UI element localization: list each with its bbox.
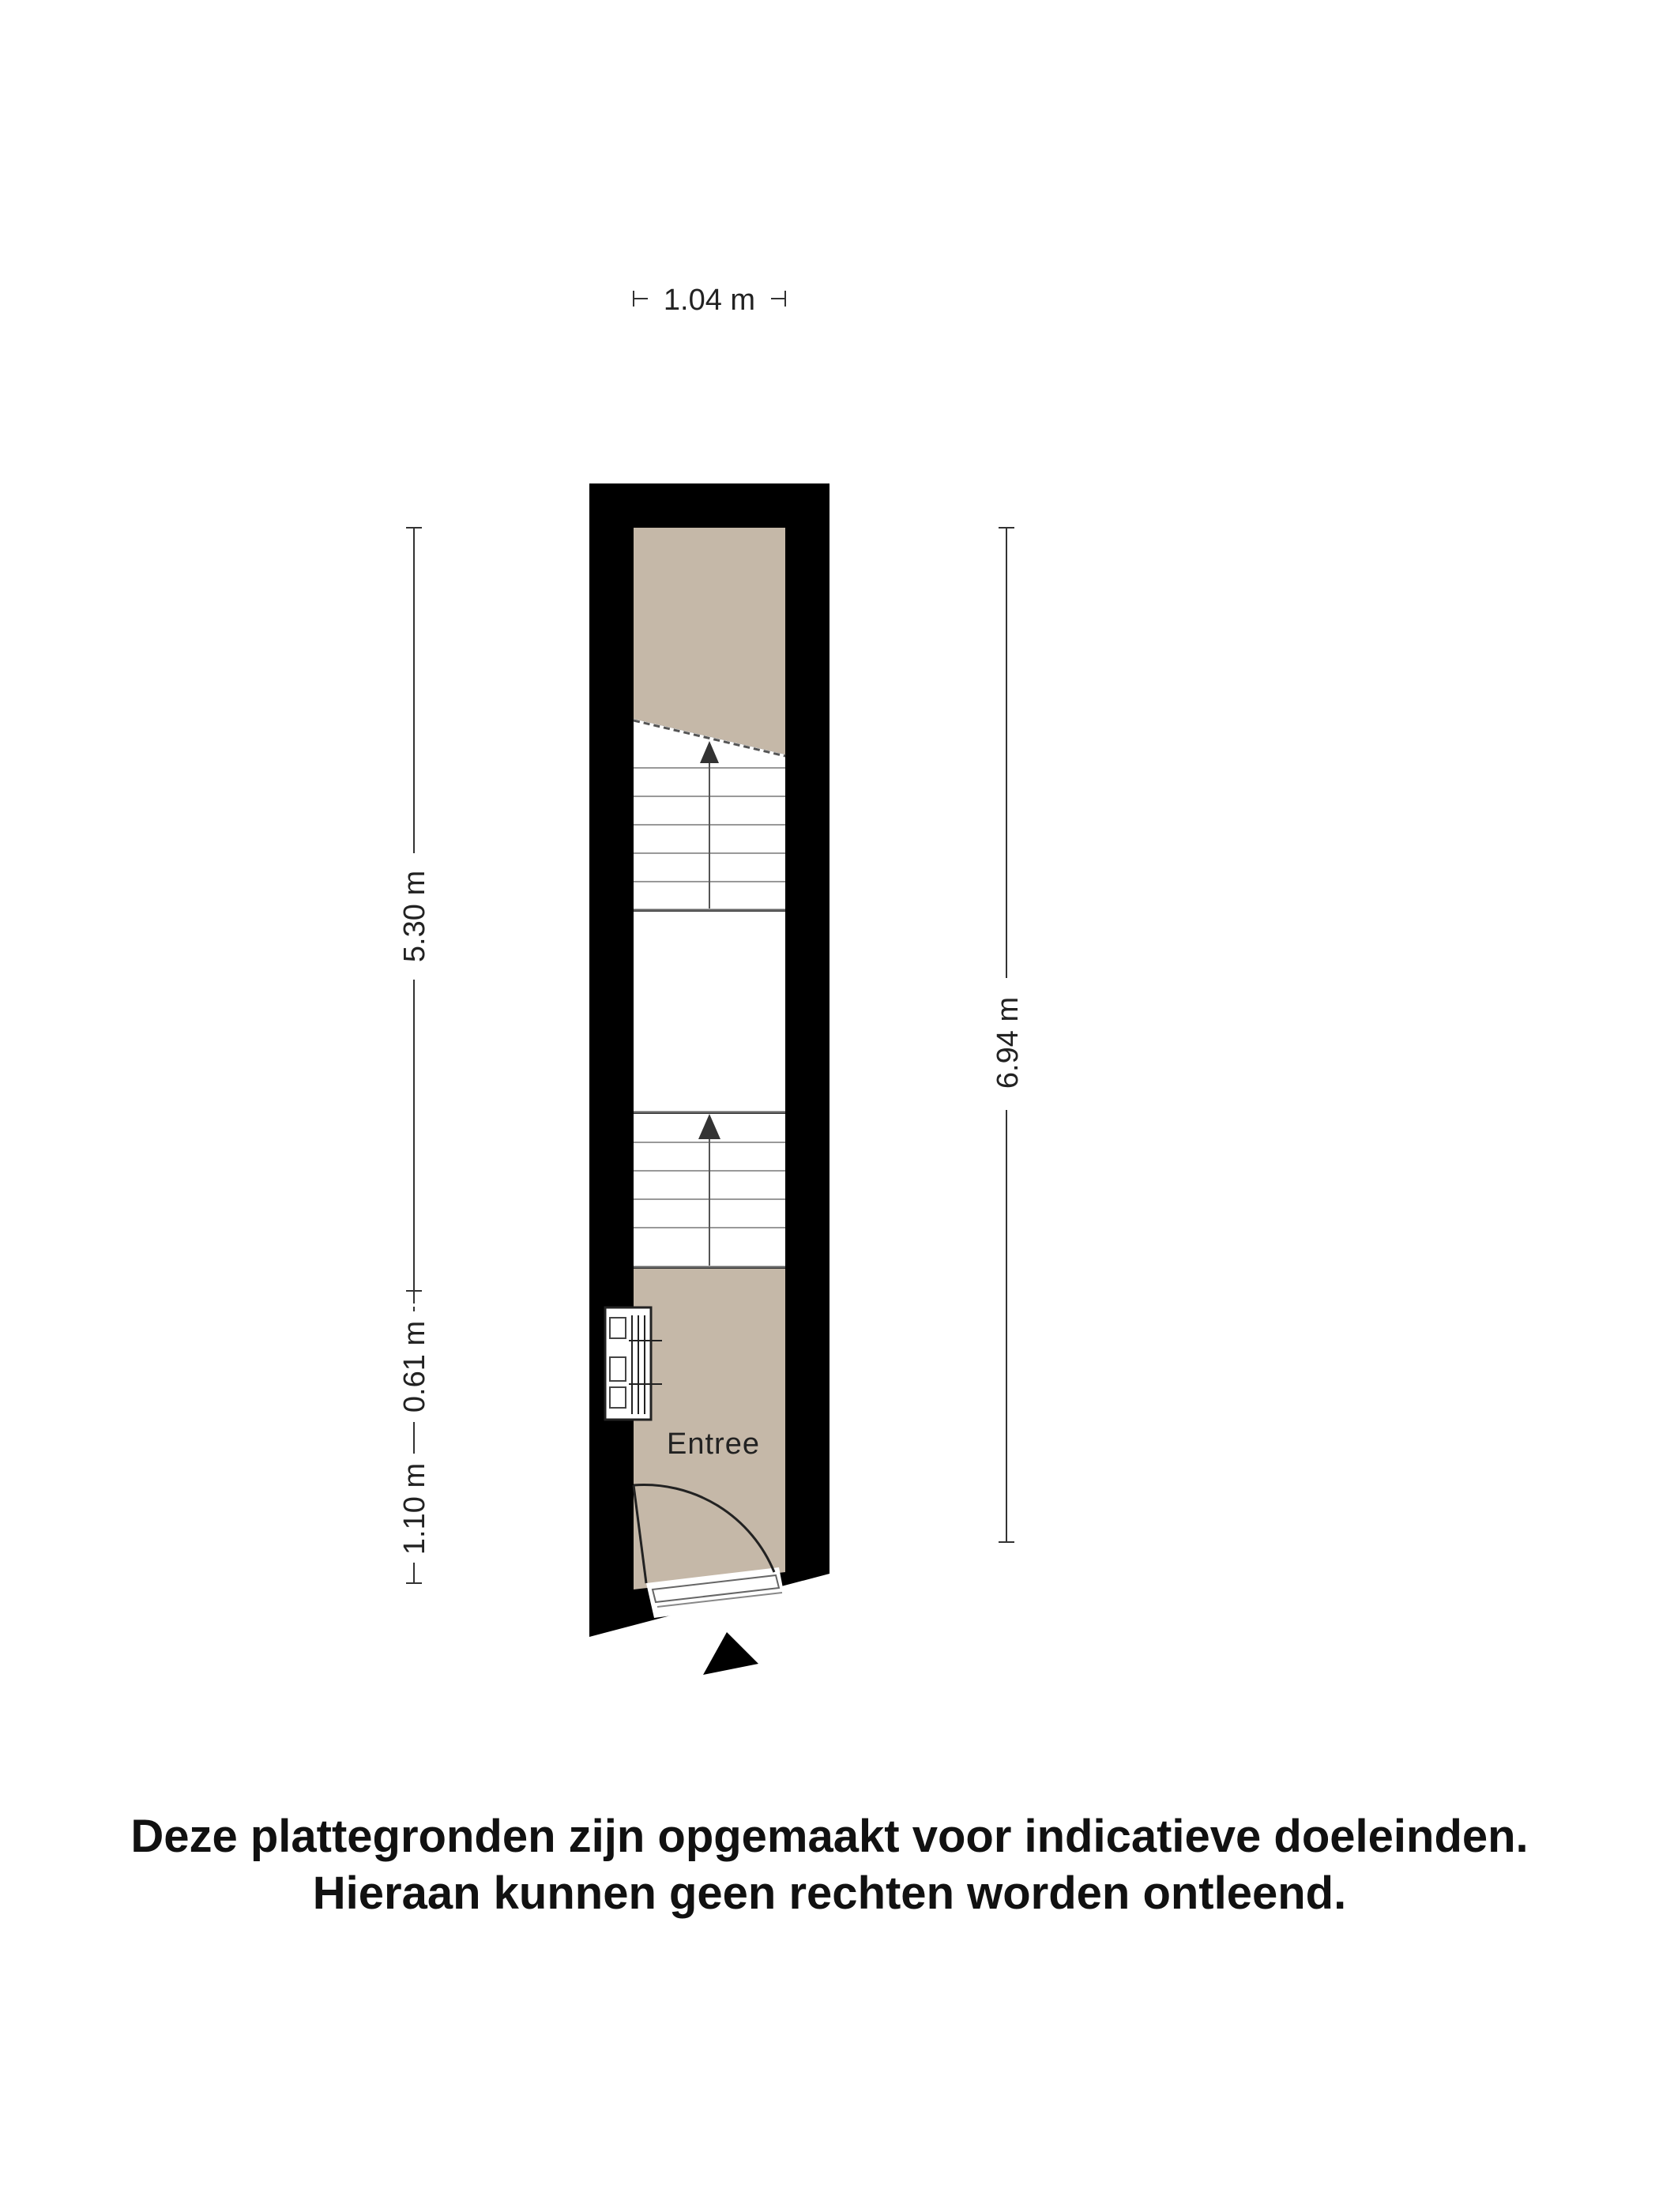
entry-arrow-icon bbox=[703, 1632, 758, 1675]
middle-landing bbox=[634, 912, 785, 1112]
dimension-label-mid: 0.61 m bbox=[398, 1320, 431, 1413]
room-label-entrance: Entree bbox=[667, 1428, 760, 1461]
upper-landing-floor bbox=[634, 528, 785, 754]
dimension-label-lower: 1.10 m bbox=[398, 1462, 431, 1556]
dimension-label-upper: 5.30 m bbox=[398, 870, 431, 963]
dimension-chain-left bbox=[406, 528, 422, 1583]
disclaimer-line-2: Hieraan kunnen geen rechten worden ontleend. bbox=[312, 1868, 1347, 1919]
dimension-label-right: 6.94 m bbox=[991, 996, 1025, 1089]
disclaimer-line-1: Deze plattegronden zijn opgemaakt voor indicatieve doeleinden. bbox=[130, 1811, 1529, 1862]
dimension-label-width: 1.04 m bbox=[663, 284, 756, 317]
